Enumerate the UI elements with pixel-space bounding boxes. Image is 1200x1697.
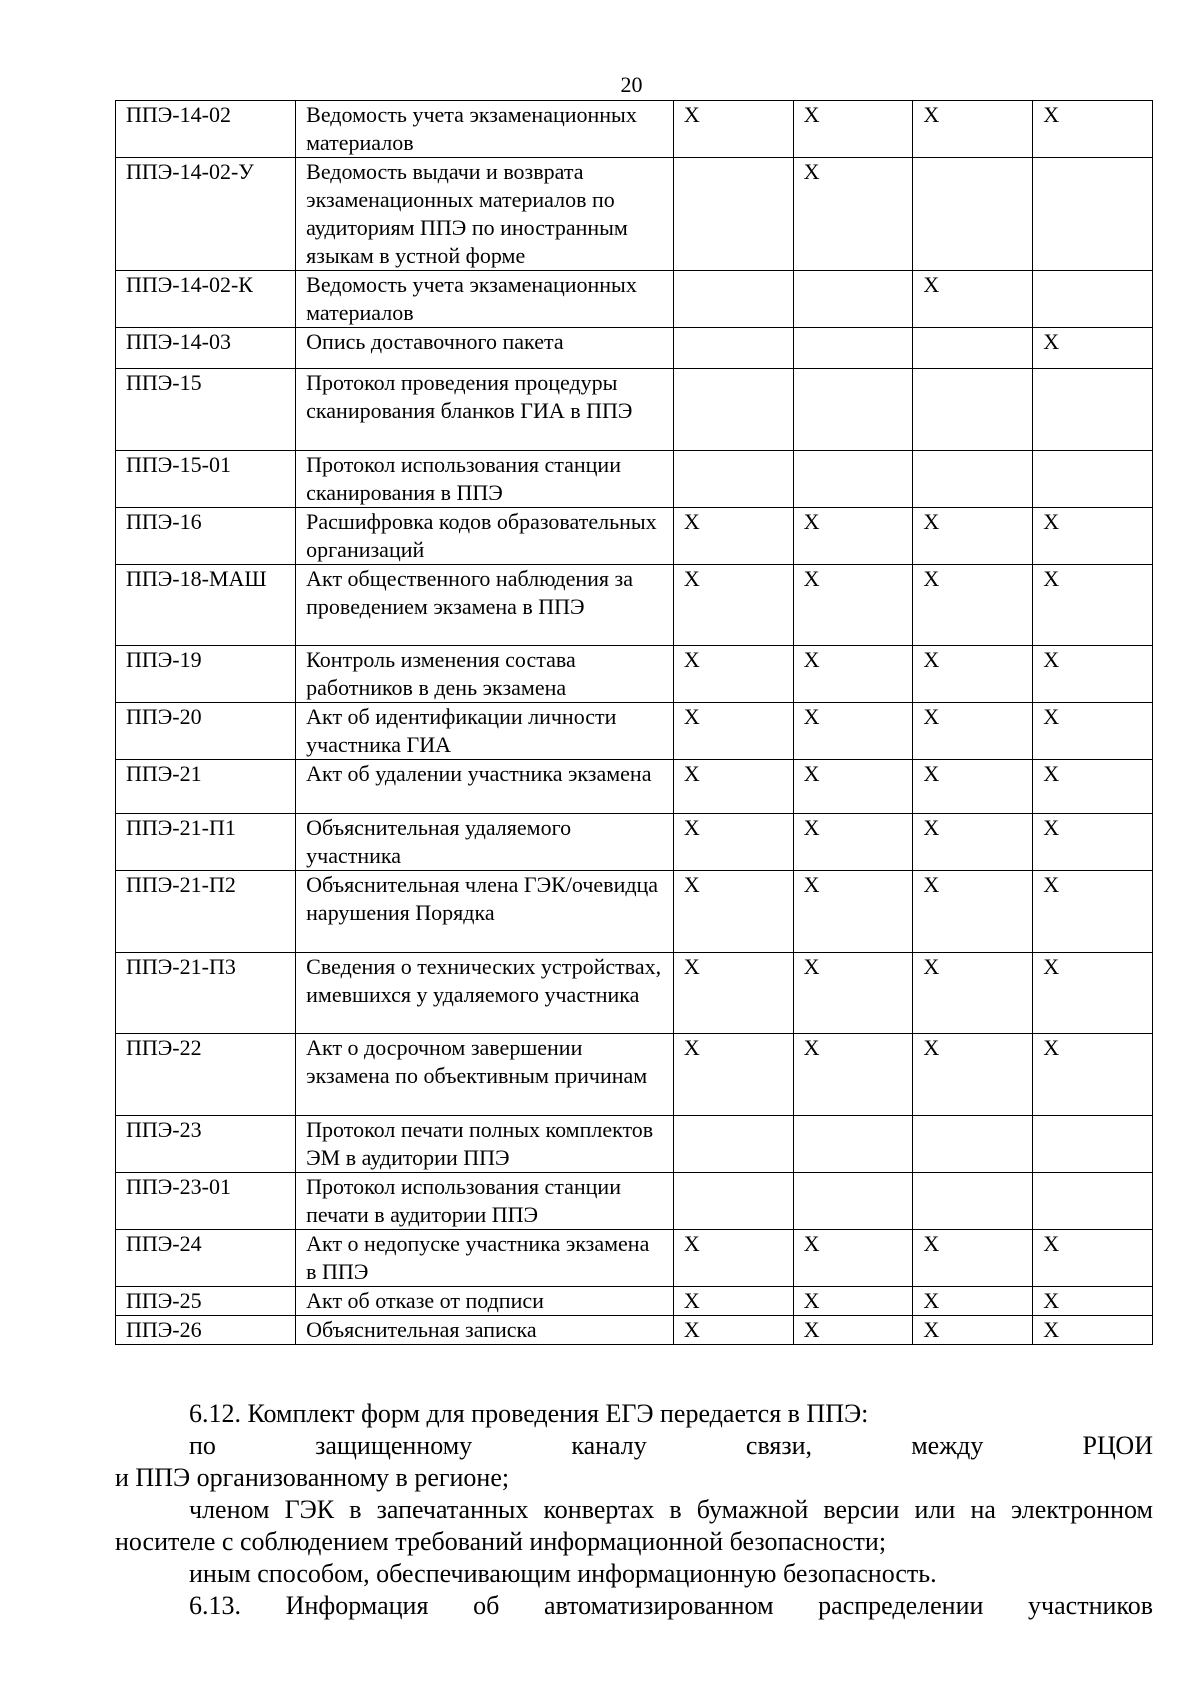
form-name-cell: Ведомость учета экзаменационных материалов <box>296 101 674 158</box>
table-row <box>116 271 1153 328</box>
mark-cell <box>673 1116 793 1173</box>
form-name-cell: Расшифровка кодов образовательных организаций <box>296 508 674 565</box>
form-code-cell: ППЭ-22 <box>116 1034 296 1116</box>
form-name-cell: Акт об отказе от подписи <box>296 1287 674 1316</box>
mark-cell <box>793 328 913 369</box>
mark-cell: X <box>793 760 913 814</box>
mark-cell: X <box>913 814 1033 871</box>
mark-cell <box>793 451 913 508</box>
mark-cell: X <box>913 703 1033 760</box>
mark-cell: X <box>673 814 793 871</box>
form-code-cell: ППЭ-15 <box>116 369 296 451</box>
mark-cell: X <box>673 646 793 703</box>
paragraph-6-13: 6.13. Информация об автоматизированном распределении участников <box>189 1591 1153 1620</box>
form-code-cell: ППЭ-14-02 <box>116 101 296 158</box>
mark-cell: X <box>1033 814 1153 871</box>
paragraph-6-12: 6.12. Комплект форм для проведения ЕГЭ передается в ППЭ: <box>189 1399 869 1428</box>
form-name-cell: Ведомость учета экзаменационных материалов <box>296 271 674 328</box>
mark-cell: X <box>673 101 793 158</box>
mark-cell: X <box>1033 871 1153 953</box>
mark-cell <box>673 1173 793 1230</box>
table-row <box>116 1173 1153 1230</box>
mark-cell: X <box>673 565 793 646</box>
table-row <box>116 871 1153 953</box>
form-code-cell: ППЭ-20 <box>116 703 296 760</box>
form-code-cell: ППЭ-25 <box>116 1287 296 1316</box>
form-name-cell: Протокол проведения процедуры сканирования бланков ГИА в ППЭ <box>296 369 674 451</box>
mark-cell: X <box>913 1316 1033 1345</box>
mark-cell <box>913 328 1033 369</box>
table-row <box>116 101 1153 158</box>
mark-cell <box>673 271 793 328</box>
form-code-cell: ППЭ-23 <box>116 1116 296 1173</box>
mark-cell: X <box>673 953 793 1034</box>
mark-cell: X <box>913 101 1033 158</box>
mark-cell: X <box>1033 953 1153 1034</box>
mark-cell: X <box>913 646 1033 703</box>
mark-cell: X <box>673 760 793 814</box>
form-code-cell: ППЭ-26 <box>116 1316 296 1345</box>
mark-cell: X <box>673 703 793 760</box>
page-number: 20 <box>620 72 643 97</box>
mark-cell: X <box>673 1034 793 1116</box>
mark-cell <box>913 1173 1033 1230</box>
mark-cell: X <box>673 871 793 953</box>
table-row <box>116 1116 1153 1173</box>
mark-cell: X <box>793 1230 913 1287</box>
form-code-cell: ППЭ-23-01 <box>116 1173 296 1230</box>
mark-cell: X <box>793 508 913 565</box>
mark-cell: X <box>1033 1287 1153 1316</box>
form-code-cell: ППЭ-19 <box>116 646 296 703</box>
body-text <box>115 1398 1153 1622</box>
mark-cell <box>793 1173 913 1230</box>
form-name-cell: Сведения о технических устройствах, имевшихся у удаляемого участника <box>296 953 674 1034</box>
form-code-cell: ППЭ-18-МАШ <box>116 565 296 646</box>
table-row <box>116 814 1153 871</box>
mark-cell <box>793 369 913 451</box>
mark-cell: X <box>913 508 1033 565</box>
mark-cell <box>913 158 1033 271</box>
mark-cell: X <box>1033 101 1153 158</box>
table-row <box>116 953 1153 1034</box>
mark-cell: X <box>793 565 913 646</box>
mark-cell: X <box>913 953 1033 1034</box>
mark-cell <box>1033 1173 1153 1230</box>
form-code-cell: ППЭ-14-03 <box>116 328 296 369</box>
mark-cell: X <box>1033 565 1153 646</box>
form-code-cell: ППЭ-21 <box>116 760 296 814</box>
mark-cell <box>1033 451 1153 508</box>
mark-cell: X <box>913 271 1033 328</box>
form-name-cell: Акт общественного наблюдения за проведением экзамена в ППЭ <box>296 565 674 646</box>
mark-cell: X <box>793 1287 913 1316</box>
mark-cell <box>913 369 1033 451</box>
mark-cell <box>673 158 793 271</box>
mark-cell <box>1033 158 1153 271</box>
mark-cell: X <box>913 1287 1033 1316</box>
mark-cell: X <box>793 953 913 1034</box>
mark-cell <box>913 1116 1033 1173</box>
forms-table <box>115 100 1153 1345</box>
form-code-cell: ППЭ-21-П2 <box>116 871 296 953</box>
mark-cell <box>793 1116 913 1173</box>
mark-cell: X <box>913 760 1033 814</box>
form-code-cell: ППЭ-15-01 <box>116 451 296 508</box>
mark-cell: X <box>793 814 913 871</box>
form-name-cell: Протокол использования станции печати в аудитории ППЭ <box>296 1173 674 1230</box>
mark-cell: X <box>913 1034 1033 1116</box>
mark-cell <box>673 328 793 369</box>
mark-cell <box>673 451 793 508</box>
mark-cell: X <box>793 1034 913 1116</box>
form-name-cell: Протокол использования станции сканирования в ППЭ <box>296 451 674 508</box>
mark-cell <box>673 369 793 451</box>
mark-cell <box>913 451 1033 508</box>
mark-cell <box>1033 271 1153 328</box>
mark-cell: X <box>1033 1316 1153 1345</box>
table-row <box>116 451 1153 508</box>
paragraph-channel-line1: по защищенному каналу связи, между РЦОИ <box>189 1431 1153 1460</box>
mark-cell: X <box>673 1316 793 1345</box>
form-name-cell: Контроль изменения состава работников в день экзамена <box>296 646 674 703</box>
table-row <box>116 369 1153 451</box>
table-row <box>116 703 1153 760</box>
mark-cell <box>793 271 913 328</box>
mark-cell: X <box>1033 703 1153 760</box>
mark-cell: X <box>913 871 1033 953</box>
form-name-cell: Опись доставочного пакета <box>296 328 674 369</box>
mark-cell: X <box>793 158 913 271</box>
form-code-cell: ППЭ-14-02-У <box>116 158 296 271</box>
form-name-cell: Объяснительная удаляемого участника <box>296 814 674 871</box>
mark-cell: X <box>913 1230 1033 1287</box>
mark-cell: X <box>1033 760 1153 814</box>
mark-cell: X <box>793 646 913 703</box>
table-row <box>116 508 1153 565</box>
form-code-cell: ППЭ-14-02-К <box>116 271 296 328</box>
form-name-cell: Акт о недопуске участника экзамена в ППЭ <box>296 1230 674 1287</box>
table-row <box>116 1034 1153 1116</box>
form-name-cell: Объяснительная члена ГЭК/очевидца нарушения Порядка <box>296 871 674 953</box>
form-name-cell: Ведомость выдачи и возврата экзаменационных материалов по аудиториям ППЭ по иностранным языкам в устной форме <box>296 158 674 271</box>
form-name-cell: Протокол печати полных комплектов ЭМ в аудитории ППЭ <box>296 1116 674 1173</box>
form-code-cell: ППЭ-21-П3 <box>116 953 296 1034</box>
mark-cell: X <box>913 565 1033 646</box>
form-name-cell: Акт о досрочном завершении экзамена по объективным причинам <box>296 1034 674 1116</box>
table-row <box>116 1316 1153 1345</box>
table-row <box>116 565 1153 646</box>
form-code-cell: ППЭ-24 <box>116 1230 296 1287</box>
table-row <box>116 646 1153 703</box>
forms-table-body <box>116 101 1153 1345</box>
mark-cell <box>1033 369 1153 451</box>
mark-cell: X <box>793 703 913 760</box>
table-row <box>116 158 1153 271</box>
mark-cell: X <box>793 871 913 953</box>
mark-cell: X <box>793 1316 913 1345</box>
table-row <box>116 1287 1153 1316</box>
paragraph-channel-line2: и ППЭ организованному в регионе; <box>115 1463 510 1492</box>
form-code-cell: ППЭ-21-П1 <box>116 814 296 871</box>
mark-cell: X <box>673 508 793 565</box>
form-name-cell: Акт об идентификации личности участника ГИА <box>296 703 674 760</box>
mark-cell: X <box>1033 1034 1153 1116</box>
table-row <box>116 328 1153 369</box>
mark-cell: X <box>793 101 913 158</box>
table-row <box>116 760 1153 814</box>
mark-cell: X <box>1033 646 1153 703</box>
mark-cell: X <box>1033 508 1153 565</box>
table-row <box>116 1230 1153 1287</box>
paragraph-other-way: иным способом, обеспечивающим информационную безопасность. <box>189 1559 937 1588</box>
form-name-cell: Акт об удалении участника экзамена <box>296 760 674 814</box>
mark-cell <box>1033 1116 1153 1173</box>
form-code-cell: ППЭ-16 <box>116 508 296 565</box>
mark-cell: X <box>1033 1230 1153 1287</box>
paragraph-gek-envelopes: членом ГЭК в запечатанных конвертах в бумажной версии или на электронном носителе с соблюдением требований информационной безопасности; <box>115 1495 1153 1556</box>
mark-cell: X <box>1033 328 1153 369</box>
mark-cell: X <box>673 1230 793 1287</box>
form-name-cell: Объяснительная записка <box>296 1316 674 1345</box>
mark-cell: X <box>673 1287 793 1316</box>
